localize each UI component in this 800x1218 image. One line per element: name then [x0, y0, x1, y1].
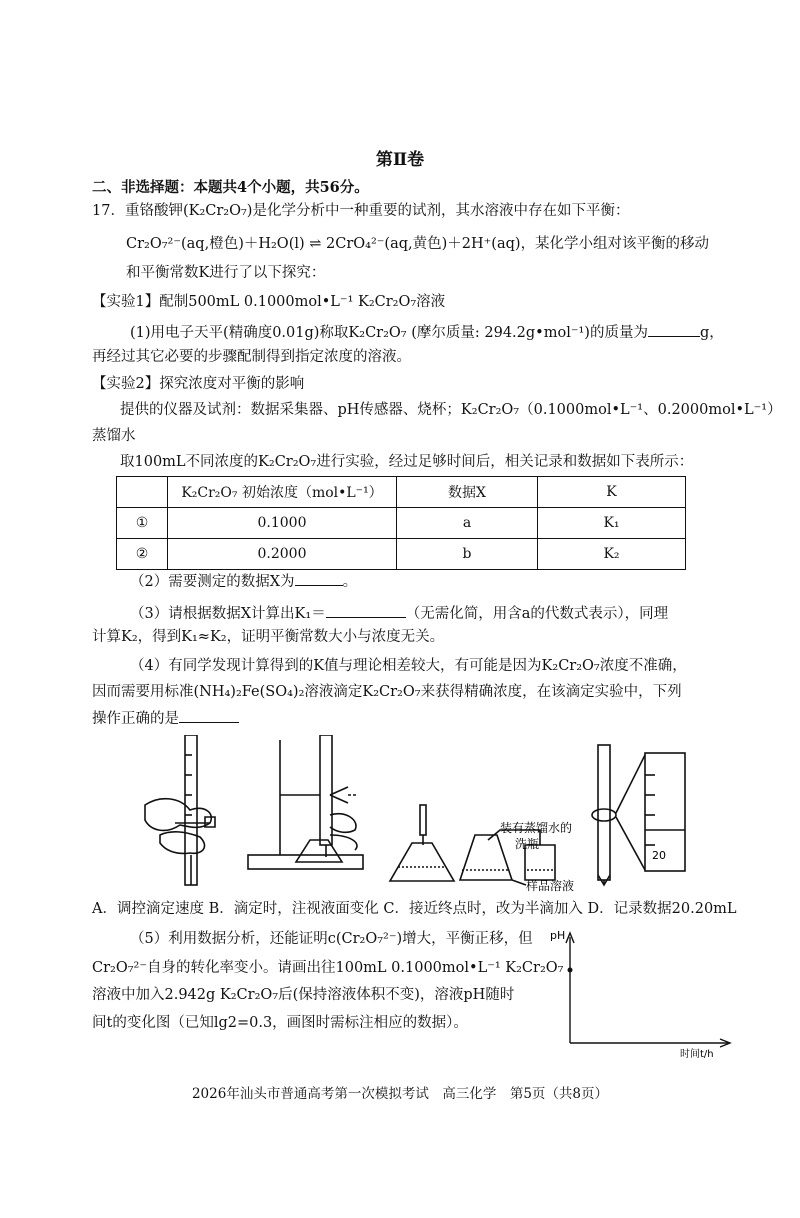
exp1-heading: 【实验1】配制500mL 0.1000mol•L⁻¹ K₂Cr₂O₇溶液 — [92, 294, 446, 310]
q17-intro2: 和平衡常数K进行了以下探究： — [126, 265, 326, 281]
graph-y-label: pH — [550, 929, 566, 942]
q17-intro: 17．重铬酸钾(K₂Cr₂O₇)是化学分析中一种重要的试剂，其水溶液中存在如下平衡： — [92, 203, 630, 219]
q4-text-b: 因而需要用标准(NH₄)₂Fe(SO₄)₂溶液滴定K₂Cr₂O₇来获得精确浓度，在该滴定实验中，下列 — [92, 684, 682, 700]
q3-line — [130, 603, 668, 624]
q5-text-b: Cr₂O₇²⁻自身的转化率变小。请画出往100mL 0.1000mol•L⁻¹ K₂Cr₂O₇ — [92, 960, 564, 976]
equation-tail: ，某化学小组对该平衡的移动 — [520, 236, 710, 252]
label-wash-bottle-2: 洗瓶 — [515, 837, 540, 851]
table-cell: b — [397, 539, 538, 570]
q5-text-d: 间t的变化图（已知lg2=0.3，画图时需标注相应的数据）。 — [92, 1015, 468, 1031]
answer-blank-3[interactable] — [326, 603, 406, 618]
label-scale-20: 20 — [652, 849, 666, 862]
table-cell: K₁ — [538, 508, 686, 539]
label-wash-bottle: 装有蒸馏水的 — [500, 821, 573, 835]
options-line: A．调控滴定速度 B．滴定时，注视液面变化 C．接近终点时，改为半滴加入 D．记录数据20.20mL — [92, 901, 737, 917]
part-heading: 二、非选择题：本题共4个小题，共56分。 — [92, 179, 369, 196]
figure-d-wash-bottle — [460, 830, 555, 885]
table-header-cell: 数据X — [397, 477, 538, 508]
answer-blank-4[interactable] — [179, 708, 239, 723]
data-table — [116, 476, 686, 570]
table-cell: 0.1000 — [168, 508, 397, 539]
q4-text-c: 操作正确的是 — [92, 711, 179, 727]
answer-blank-1[interactable] — [648, 322, 700, 337]
q3-text-b: （无需化简，用含a的代数式表示），同理 — [405, 606, 669, 622]
q5-text-c: 溶液中加入2.942g K₂Cr₂O₇后(保持溶液体积不变)，溶液pH随时 — [92, 987, 515, 1003]
ph-time-graph — [540, 925, 740, 1060]
q5-text-a: （5）利用数据分析，还能证明c(Cr₂O₇²⁻)增大，平衡正移，但 — [130, 931, 533, 947]
exp1-q1: (1)用电子天平(精确度0.01g)称取K₂Cr₂O₇ (摩尔质量: 294.2g•mol⁻¹)的质量为 — [130, 325, 648, 341]
table-header-row — [117, 477, 686, 508]
q17-equation-line — [126, 234, 709, 254]
q2-end: 。 — [342, 574, 358, 590]
graph-x-label: 时间t/h — [680, 1049, 714, 1060]
exp2-desc: 取100mL不同浓度的K₂Cr₂O₇进行实验，经过足够时间后，相关记录和数据如下表所示： — [120, 454, 694, 470]
figure-c-flask — [390, 805, 454, 881]
exp2-reagents2: 蒸馏水 — [92, 428, 136, 444]
exp1-q1-cont: 再经过其它必要的步骤配制得到指定浓度的溶液。 — [92, 349, 411, 365]
label-sample-solution: 样品溶液 — [526, 879, 575, 893]
page-footer: 2026年汕头市普通高考第一次模拟考试 高三化学 第5页（共8页） — [191, 1086, 609, 1102]
figure-a-stopcock — [145, 735, 215, 885]
equilibrium-equation: Cr₂O₇²⁻(aq,橙色)＋H₂O(l) ⇌ 2CrO₄²⁻(aq,黄色)＋2H⁺(aq) — [126, 236, 521, 252]
exp1-q1-line — [130, 322, 724, 343]
q4-text-a: （4）有同学发现计算得到的K值与理论相差较大，有可能是因为K₂Cr₂O₇浓度不准确， — [130, 658, 687, 674]
table-cell: ① — [117, 508, 168, 539]
figure-e-burette-reading — [592, 745, 685, 885]
exp1-q1-unit: g， — [699, 325, 724, 341]
table-cell: a — [397, 508, 538, 539]
q4-line — [92, 708, 239, 729]
q2-line — [130, 571, 357, 592]
table-header-cell: K — [538, 477, 686, 508]
q2-text: （2）需要测定的数据X为 — [130, 574, 295, 590]
titration-figure — [130, 735, 690, 895]
q3-text-a: （3）请根据数据X计算出K₁＝ — [130, 606, 326, 622]
table-cell: ② — [117, 539, 168, 570]
table-row — [117, 508, 686, 539]
answer-blank-2[interactable] — [295, 571, 343, 586]
exp2-heading: 【实验2】探究浓度对平衡的影响 — [92, 376, 305, 392]
initial-point — [568, 968, 573, 973]
figure-b-stand — [248, 735, 363, 869]
table-cell: K₂ — [538, 539, 686, 570]
table-cell: 0.2000 — [168, 539, 397, 570]
table-header-cell: K₂Cr₂O₇ 初始浓度（mol•L⁻¹） — [168, 477, 397, 508]
q3-text-c: 计算K₂，得到K₁≈K₂，证明平衡常数大小与浓度无关。 — [92, 629, 445, 645]
exp2-reagents: 提供的仪器及试剂：数据采集器、pH传感器、烧杯；K₂Cr₂O₇（0.1000mol•L⁻¹、0.2000mol•L⁻¹） — [120, 402, 782, 418]
table-header-cell — [117, 477, 168, 508]
section-title: 第Ⅱ卷 — [375, 150, 425, 170]
table-row — [117, 539, 686, 570]
